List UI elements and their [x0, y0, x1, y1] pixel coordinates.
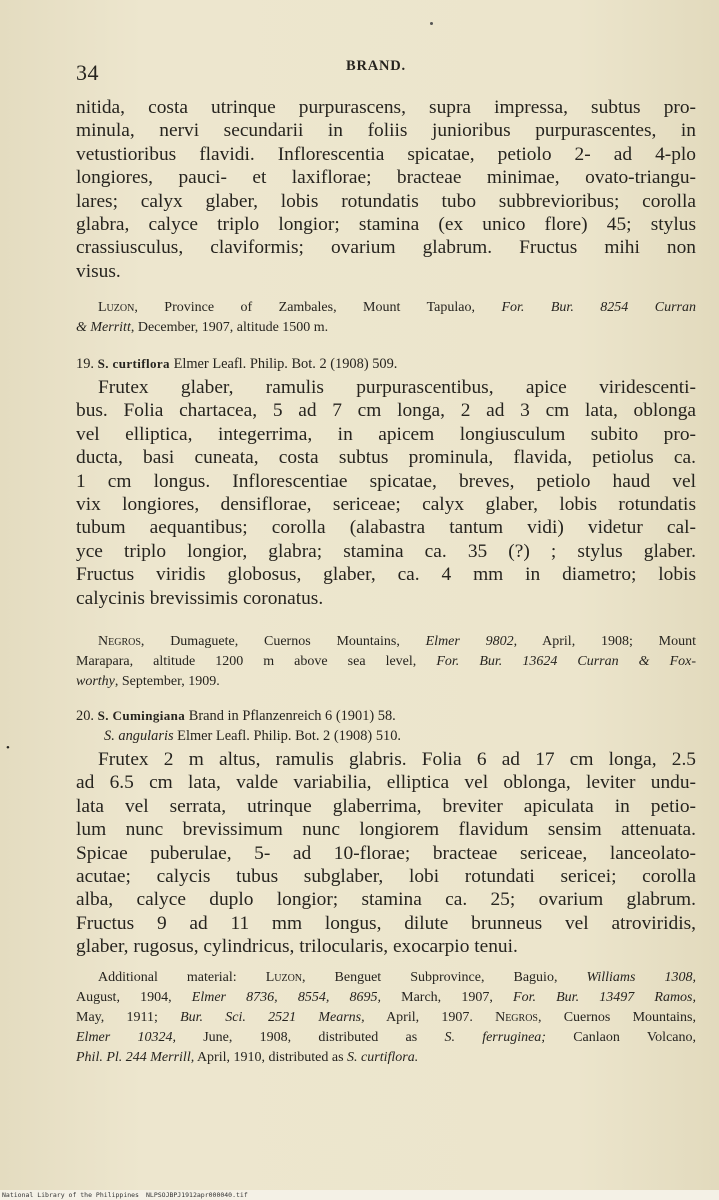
synonym-name: S. ferruginea;	[444, 1030, 546, 1045]
region-name: Luzon	[98, 300, 135, 315]
collector-ref: Elmer 8736, 8554, 8695,	[191, 990, 381, 1005]
text-line: Fructus 9 ad 11 mm longus, dilute brunneus vel atroviridis,	[76, 912, 696, 934]
species-number: 20.	[76, 708, 94, 724]
text-line: Frutex 2 m altus, ramulis glabris. Folia 6 ad 17 cm longa, 2.5	[98, 749, 696, 770]
page-header	[76, 56, 696, 86]
text-line: vetustioribus flavidi. Inflorescentia spicatae, petiolo 2- ad 4-plo	[76, 143, 696, 165]
material-text: Canlaon Volcano,	[545, 1030, 696, 1045]
text-line: bus. Folia chartacea, 5 ad 7 cm longa, 2 ad 3 cm lata, oblonga	[76, 400, 696, 422]
region-name: Luzon	[265, 970, 303, 985]
running-head: BRAND.	[346, 58, 406, 74]
synonym-line	[76, 726, 696, 746]
material-text: March, 1907,	[380, 990, 514, 1005]
locality-citation-19	[76, 632, 696, 692]
text-line: yce triplo longior, glabra; stamina ca. 35 (?) ; stylus glaber.	[76, 540, 696, 562]
species-name: S. curtiflora	[97, 356, 170, 371]
collector-ref: For. Bur. 13624 Curran & Fox-	[436, 654, 696, 669]
text-line: minula, nervi secundarii in foliis junioribus purpurascentes, in	[76, 120, 696, 142]
species-heading-19	[76, 354, 696, 374]
text-line: longiores, pauci- et laxiflorae; bracteae minimae, ovato-triangu-	[76, 167, 696, 189]
description-paragraph-20	[76, 748, 696, 959]
footer-filename: NLPSOJBPJ1912apr000040.tif	[146, 1191, 248, 1199]
margin-mark: •	[6, 742, 10, 754]
text-line: lata vel serrata, utrinque glaberrima, breviter apiculata in petio-	[76, 795, 696, 817]
material-line	[76, 968, 696, 988]
species-heading-line	[76, 354, 696, 374]
scan-footer	[0, 1190, 719, 1200]
description-paragraph-19	[76, 376, 696, 610]
material-text: Additional material:	[98, 970, 266, 985]
locality-line	[76, 672, 696, 692]
species-citation: Brand in Pflanzenreich 6 (1901) 58.	[185, 708, 396, 724]
material-line	[76, 1008, 696, 1028]
material-line	[76, 1048, 696, 1068]
text-line: nitida, costa utrinque purpurascens, supra impressa, subtus pro-	[76, 97, 696, 118]
locality-text: , April, 1908; Mount	[513, 634, 696, 649]
material-text: May, 1911;	[76, 1010, 181, 1025]
material-text: June, 1908, distributed as	[175, 1030, 445, 1045]
locality-line	[76, 632, 696, 652]
material-text: April, 1907.	[364, 1010, 496, 1025]
collector-ref: & Merritt	[76, 320, 131, 335]
material-text: April, 1910, distributed as	[194, 1050, 348, 1065]
page-number: 34	[76, 60, 99, 85]
species-name: S. Cumingiana	[97, 708, 186, 723]
locality-text: , September, 1909.	[114, 674, 220, 689]
species-number: 19.	[76, 356, 94, 372]
text-line: acutae; calycis tubus subglaber, lobi rotundati sericei; corolla	[76, 866, 696, 888]
locality-text: , December, 1907, altitude 1500 m.	[130, 320, 329, 335]
text-line: Spicae puberulae, 5- ad 10-florae; bracteae sericeae, lanceolato-	[76, 842, 696, 864]
locality-text: , Dumaguete, Cuernos Mountains,	[140, 634, 426, 649]
region-name: Negros	[495, 1010, 538, 1025]
region-name: Negros	[98, 634, 141, 649]
locality-line	[76, 652, 696, 672]
text-line: glabra, calyce triplo longior; stamina (ex unico flore) 45; stylus	[76, 214, 696, 236]
text-line: lum nunc brevissimum nunc longiorem flavidum sensim attenuata.	[76, 819, 696, 841]
synonym-name: S. angularis	[104, 728, 174, 744]
locality-text: Marapara, altitude 1200 m above sea level,	[76, 654, 437, 669]
text-line: Fructus viridis globosus, glaber, ca. 4 mm in diametro; lobis	[76, 564, 696, 586]
additional-material	[76, 968, 696, 1068]
material-line	[76, 988, 696, 1008]
text-line: Frutex glaber, ramulis purpurascentibus, apice viridescenti-	[98, 377, 696, 398]
text-line: crassiusculus, claviformis; ovarium glabrum. Fructus mihi non	[76, 237, 696, 259]
locality-citation-18	[76, 298, 696, 338]
collector-ref: Williams 1308,	[586, 970, 696, 985]
footer-library: National Library of the Philippines	[2, 1191, 139, 1199]
synonym-name: S. curtiflora.	[347, 1050, 419, 1065]
collector-ref: For. Bur. 13497 Ramos,	[513, 990, 697, 1005]
locality-text: , Province of Zambales, Mount Tapulao,	[134, 300, 502, 315]
text-line: 1 cm longus. Inflorescentiae spicatae, breves, petiolo haud vel	[76, 470, 696, 492]
locality-line	[76, 298, 696, 318]
text-line: calycinis brevissimis coronatus.	[76, 587, 324, 609]
material-text: , Benguet Subprovince, Baguio,	[302, 970, 587, 985]
text-line: vix longiores, densiflorae, sericeae; calyx glaber, lobis rotundatis	[76, 494, 696, 516]
species-citation: Elmer Leafl. Philip. Bot. 2 (1908) 509.	[169, 356, 398, 372]
locality-line	[76, 318, 696, 338]
collector-ref: Elmer 10324,	[76, 1030, 176, 1045]
text-line: alba, calyce duplo longior; stamina ca. 25; ovarium glabrum.	[76, 889, 696, 911]
text-line: ducta, basi cuneata, costa subtus prominula, flavida, petiolus ca.	[76, 447, 696, 469]
collector-ref: Phil. Pl. 244 Merrill,	[76, 1050, 195, 1065]
text-line: ad 6.5 cm lata, valde variabilia, elliptica vel oblonga, leviter undu-	[76, 772, 696, 794]
text-line: visus.	[76, 260, 121, 282]
material-text: , Cuernos Mountains,	[537, 1010, 696, 1025]
collector-ref: Bur. Sci. 2521 Mearns,	[180, 1010, 365, 1025]
material-text: August, 1904,	[76, 990, 192, 1005]
description-paragraph-18	[76, 96, 696, 283]
collector-ref: For. Bur. 8254 Curran	[501, 300, 697, 315]
text-line: glaber, rugosus, cylindricus, trilocularis, exocarpio tenui.	[76, 936, 518, 958]
text-line: tubum aequantibus; corolla (alabastra tantum vidi) videtur cal-	[76, 517, 696, 539]
speck-mark	[430, 22, 433, 25]
material-line	[76, 1028, 696, 1048]
synonym-citation: Elmer Leafl. Philip. Bot. 2 (1908) 510.	[173, 728, 401, 744]
species-heading-line	[76, 706, 696, 726]
species-heading-20	[76, 706, 696, 746]
text-line: lares; calyx glaber, lobis rotundatis tubo subbrevioribus; corolla	[76, 190, 696, 212]
collector-ref: Elmer 9802	[425, 634, 514, 649]
text-line: vel elliptica, integerrima, in apicem longiusculum subito pro-	[76, 423, 696, 445]
collector-ref: worthy	[76, 674, 115, 689]
